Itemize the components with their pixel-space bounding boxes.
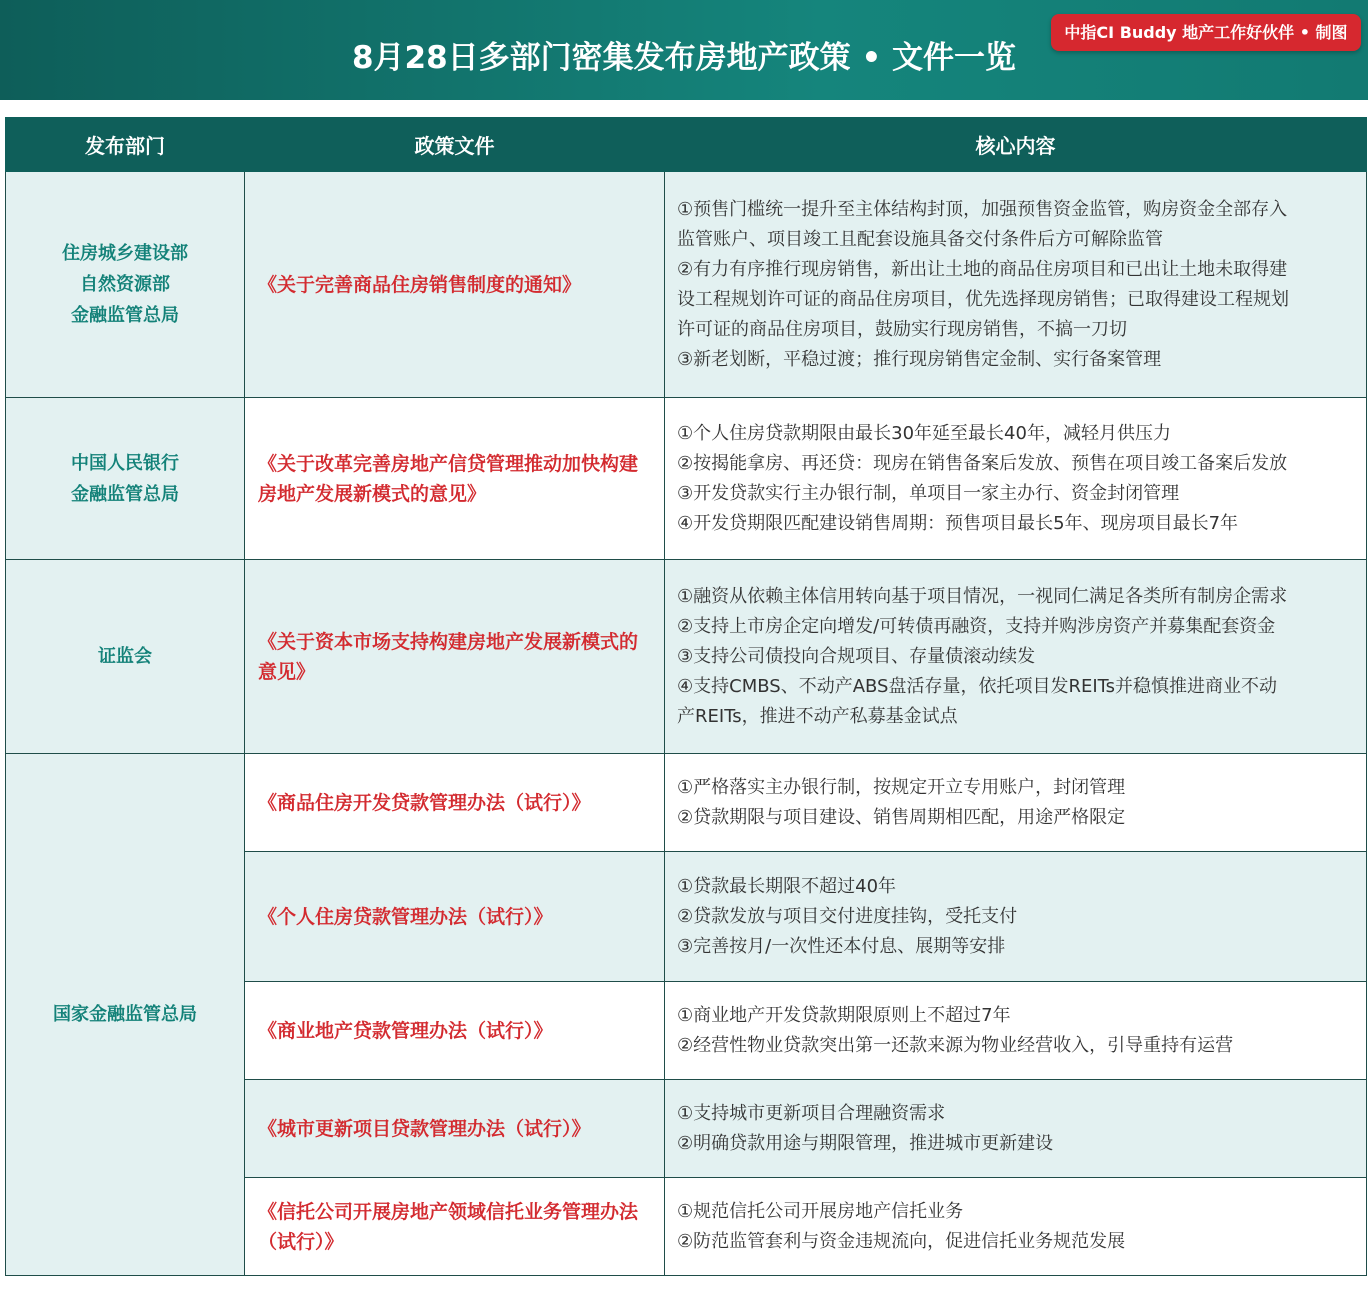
core-line: 设工程规划许可证的商品住房项目，优先选择现房销售；已取得建设工程规划 [677,288,1289,310]
core-line: ①严格落实主办银行制，按规定开立专用账户，封闭管理 [677,776,1126,798]
core-line: ②贷款发放与项目交付进度挂钩，受托支付 [677,905,1018,927]
core-line: ③新老划断，平稳过渡；推行现房销售定金制、实行备案管理 [677,348,1162,370]
core-line: ②按揭能拿房、再还贷：现房在销售备案后发放、预售在项目竣工备案后发放 [677,452,1288,474]
table-row [6,398,1367,560]
core-line: ②贷款期限与项目建设、销售周期相匹配，用途严格限定 [677,806,1126,828]
table-row [6,172,1367,398]
dept-cell [6,560,245,754]
doc-cell [245,560,665,754]
core-cell [665,754,1367,852]
doc-cell [245,1178,665,1276]
dept-name: 金融监管总局 [71,305,179,326]
dept-name: 金融监管总局 [71,483,179,505]
doc-title: 《关于改革完善房地产信贷管理推动加快构建 [258,452,639,475]
core-cell [665,398,1367,560]
doc-title: 《商品住房开发贷款管理办法（试行）》 [258,791,591,814]
core-cell [665,982,1367,1080]
page-title: 8月28日多部门密集发布房地产政策 • 文件一览 [351,40,1017,76]
core-cell [665,1080,1367,1178]
dept-name: 国家金融监管总局 [53,1004,197,1025]
dept-name: 住房城乡建设部 [62,243,188,264]
dept-name: 自然资源部 [80,274,170,295]
core-line: ③开发贷款实行主办银行制，单项目一家主办行、资金封闭管理 [677,482,1180,504]
core-line: ①支持城市更新项目合理融资需求 [677,1102,946,1124]
doc-title: 意见》 [258,660,316,683]
table-header-row [6,118,1367,172]
core-cell [665,1178,1367,1276]
core-cell [665,172,1367,398]
dept-cell [6,172,245,398]
table-row [6,560,1367,754]
core-line: ③完善按月/一次性还本付息、展期等安排 [677,935,1006,957]
core-line: ④支持CMBS、不动产ABS盘活存量，依托项目发REITs并稳慎推进商业不动 [677,675,1278,697]
core-line: ①预售门槛统一提升至主体结构封顶，加强预售资金监管，购房资金全部存入 [677,198,1288,220]
doc-title: 房地产发展新模式的意见》 [258,482,487,505]
column-header-doc: 政策文件 [245,118,665,172]
core-line: 许可证的商品住房项目，鼓励实行现房销售，不搞一刀切 [677,318,1127,340]
doc-title: 《个人住房贷款管理办法（试行）》 [258,905,553,928]
page-header [0,0,1368,100]
core-line: 监管账户、项目竣工且配套设施具备交付条件后方可解除监管 [677,228,1163,250]
core-line: ①商业地产开发贷款期限原则上不超过7年 [677,1004,1011,1026]
core-line: ②有力有序推行现房销售，新出让土地的商品住房项目和已出让土地未取得建 [677,258,1288,280]
core-line: ①个人住房贷款期限由最长30年延至最长40年，减轻月供压力 [677,422,1171,444]
policy-table [5,117,1367,1276]
column-header-core: 核心内容 [665,118,1367,172]
core-cell [665,560,1367,754]
core-line: ①规范信托公司开展房地产信托业务 [677,1200,964,1222]
column-header-dept: 发布部门 [6,118,245,172]
doc-title: 《关于完善商品住房销售制度的通知》 [258,273,582,296]
doc-cell [245,982,665,1080]
dept-cell [6,754,245,1276]
core-line: ①融资从依赖主体信用转向基于项目情况，一视同仁满足各类所有制房企需求 [677,585,1288,607]
core-line: ①贷款最长期限不超过40年 [677,875,897,897]
core-line: ④开发贷期限匹配建设销售周期：预售项目最长5年、现房项目最长7年 [677,512,1239,534]
core-line: ②防范监管套利与资金违规流向，促进信托业务规范发展 [677,1230,1126,1252]
doc-cell [245,172,665,398]
doc-title: 《城市更新项目贷款管理办法（试行）》 [258,1117,591,1140]
dept-name: 中国人民银行 [71,452,179,474]
doc-cell [245,754,665,852]
core-line: ②明确贷款用途与期限管理，推进城市更新建设 [677,1132,1054,1154]
core-line: 产REITs，推进不动产私募基金试点 [677,705,958,727]
doc-title: 《商业地产贷款管理办法（试行）》 [258,1019,553,1042]
dept-name: 证监会 [98,646,152,667]
core-line: ③支持公司债投向合规项目、存量债滚动续发 [677,645,1036,667]
core-line: ②经营性物业贷款突出第一还款来源为物业经营收入，引导重持有运营 [677,1034,1234,1056]
doc-cell [245,852,665,982]
dept-cell [6,398,245,560]
doc-title: 《关于资本市场支持构建房地产发展新模式的 [258,630,639,653]
doc-title: （试行）》 [258,1230,344,1253]
doc-cell [245,398,665,560]
credit-badge: 中指CI Buddy 地产工作好伙伴 • 制图 [1051,14,1361,51]
core-line: ②支持上市房企定向增发/可转债再融资，支持并购涉房资产并募集配套资金 [677,615,1276,637]
core-cell [665,852,1367,982]
doc-cell [245,1080,665,1178]
table-row [6,754,1367,852]
doc-title: 《信托公司开展房地产领域信托业务管理办法 [258,1200,639,1223]
